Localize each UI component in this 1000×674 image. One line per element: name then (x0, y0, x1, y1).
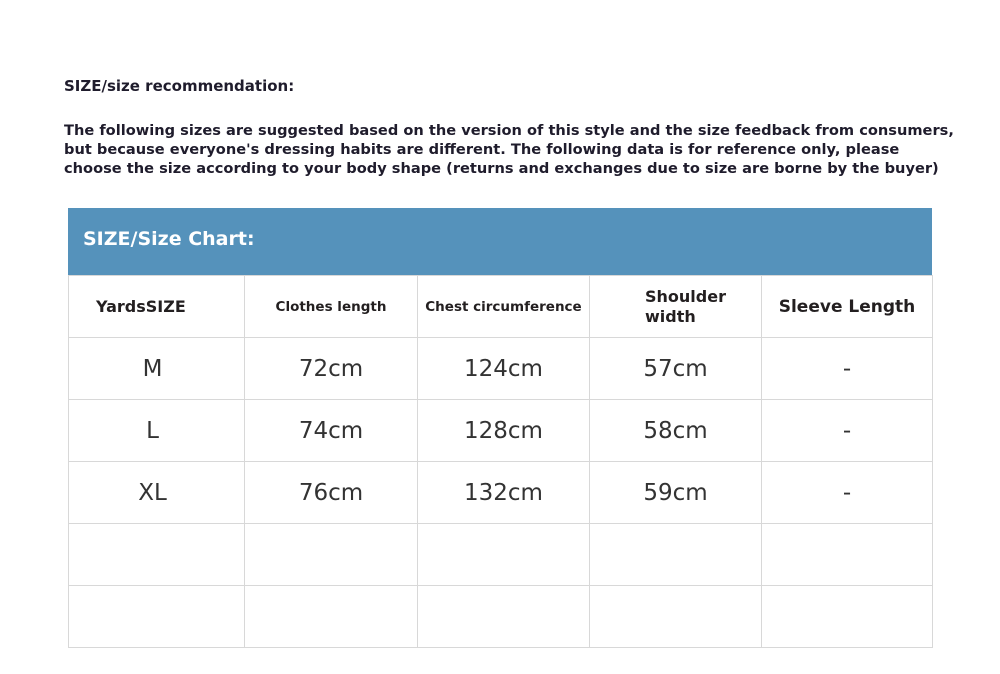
column-header-shoulder-width-label: Shoulder width (645, 286, 726, 326)
cell-sleeve-length: - (762, 462, 933, 524)
table-row (69, 462, 933, 524)
intro-line: but because everyone's dressing habits are different. The following data is for reference only, please (64, 141, 900, 158)
table-row-empty (69, 586, 933, 648)
intro-line: The following sizes are suggested based on the version of this style and the size feedback from consumers, (64, 122, 954, 139)
size-recommendation-heading: SIZE/size recommendation: (64, 77, 295, 95)
cell-size: XL (69, 462, 245, 524)
cell-size (69, 524, 245, 586)
column-header-shoulder-width (590, 276, 762, 338)
intro-line: choose the size according to your body shape (returns and exchanges due to size are borne by the buyer) (64, 160, 939, 177)
cell-clothes-length: 76cm (245, 462, 418, 524)
cell-sleeve-length: - (762, 338, 933, 400)
cell-shoulder-width: 59cm (590, 462, 762, 524)
cell-chest-circumference: 124cm (418, 338, 590, 400)
cell-chest-circumference (418, 586, 590, 648)
column-header-clothes-length: Clothes length (245, 276, 418, 338)
cell-chest-circumference: 132cm (418, 462, 590, 524)
cell-shoulder-width: 57cm (590, 338, 762, 400)
cell-clothes-length: 72cm (245, 338, 418, 400)
size-chart-title: SIZE/Size Chart: (83, 228, 255, 250)
cell-size (69, 586, 245, 648)
cell-size: M (69, 338, 245, 400)
size-table (68, 275, 933, 648)
column-header-size: YardsSIZE (69, 276, 245, 338)
size-chart-banner (68, 208, 932, 275)
table-header-row (69, 276, 933, 338)
cell-shoulder-width (590, 586, 762, 648)
size-chart (68, 208, 932, 647)
cell-shoulder-width: 58cm (590, 400, 762, 462)
cell-chest-circumference: 128cm (418, 400, 590, 462)
cell-size: L (69, 400, 245, 462)
cell-clothes-length (245, 524, 418, 586)
table-row (69, 338, 933, 400)
cell-shoulder-width (590, 524, 762, 586)
size-recommendation-text (64, 121, 964, 178)
column-header-sleeve-length: Sleeve Length (762, 276, 933, 338)
table-row-empty (69, 524, 933, 586)
cell-chest-circumference (418, 524, 590, 586)
cell-sleeve-length (762, 524, 933, 586)
cell-sleeve-length (762, 586, 933, 648)
cell-sleeve-length: - (762, 400, 933, 462)
column-header-chest-circumference: Chest circumference (418, 276, 590, 338)
cell-clothes-length (245, 586, 418, 648)
cell-clothes-length: 74cm (245, 400, 418, 462)
table-row (69, 400, 933, 462)
